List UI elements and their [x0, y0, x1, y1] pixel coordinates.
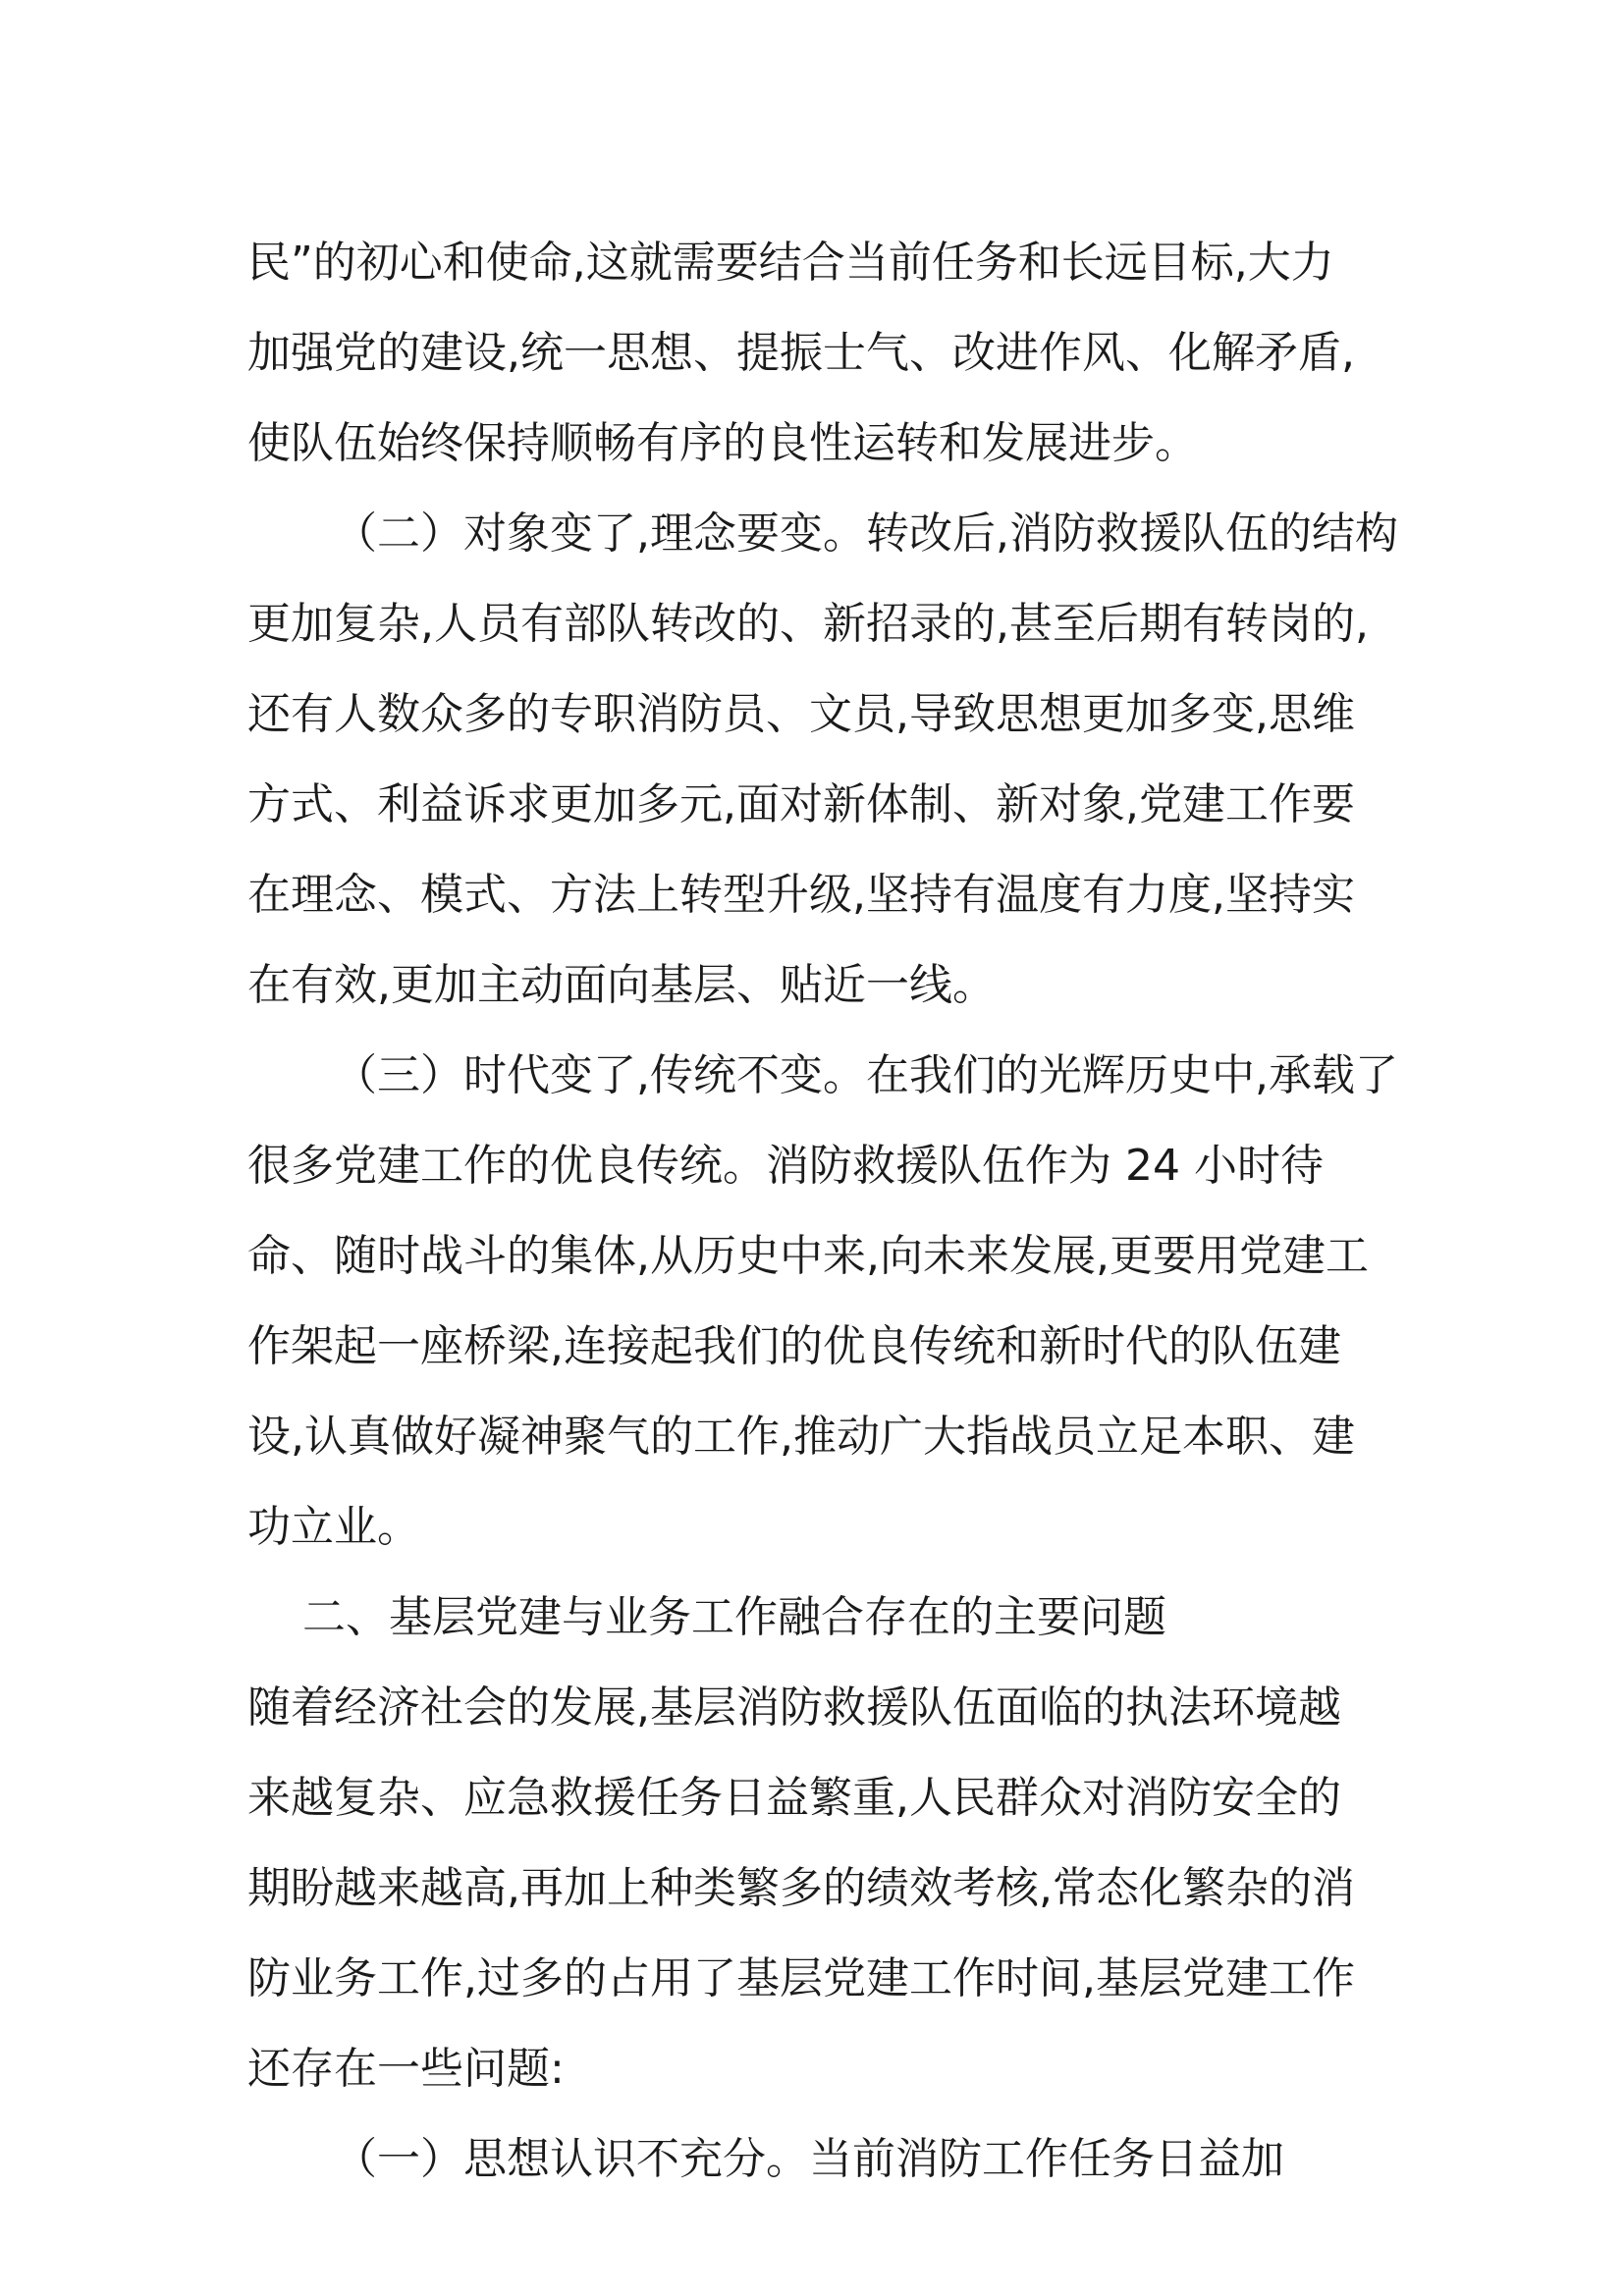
text-line: 来越复杂、应急救援任务日益繁重,人民群众对消防安全的	[247, 1773, 1341, 1823]
text-line: 作架起一座桥梁,连接起我们的优良传统和新时代的队伍建	[247, 1321, 1341, 1371]
text-line: 防业务工作,过多的占用了基层党建工作时间,基层党建工作	[247, 1953, 1355, 2003]
document-page	[247, 218, 1398, 2205]
text-line: 很多党建工作的优良传统。消防救援队伍作为 24 小时待	[247, 1141, 1324, 1191]
text-line: 命、随时战斗的集体,从历史中来,向未来发展,更要用党建工	[247, 1231, 1369, 1281]
paragraph-heading-line: （三）时代变了,传统不变。在我们的光辉历史中,承载了	[334, 1050, 1398, 1100]
text-line: 使队伍始终保持顺畅有序的良性运转和发展进步。	[247, 418, 1198, 468]
text-line: 民”的初心和使命,这就需要结合当前任务和长远目标,大力	[247, 238, 1334, 288]
text-line: 方式、利益诉求更加多元,面对新体制、新对象,党建工作要	[247, 779, 1355, 829]
text-line: 还有人数众多的专职消防员、文员,导致思想更加多变,思维	[247, 689, 1355, 739]
text-line: 期盼越来越高,再加上种类繁多的绩效考核,常态化繁杂的消	[247, 1863, 1355, 1913]
text-line: 在理念、模式、方法上转型升级,坚持有温度有力度,坚持实	[247, 870, 1355, 920]
text-line: 还存在一些问题:	[247, 2044, 565, 2094]
paragraph-heading-line: （二）对象变了,理念要变。转改后,消防救援队伍的结构	[334, 508, 1398, 559]
paragraph-heading-line: （一）思想认识不充分。当前消防工作任务日益加	[334, 2134, 1284, 2184]
text-line: 更加复杂,人员有部队转改的、新招录的,甚至后期有转岗的,	[247, 599, 1369, 649]
text-line: 在有效,更加主动面向基层、贴近一线。	[247, 960, 996, 1010]
text-line: 设,认真做好凝神聚气的工作,推动广大指战员立足本职、建	[247, 1412, 1355, 1462]
text-line: 加强党的建设,统一思想、提振士气、改进作风、化解矛盾,	[247, 328, 1355, 378]
text-line: 随着经济社会的发展,基层消防救援队伍面临的执法环境越	[247, 1682, 1341, 1733]
section-heading: 二、基层党建与业务工作融合存在的主要问题	[302, 1592, 1166, 1642]
text-line: 功立业。	[247, 1502, 420, 1552]
